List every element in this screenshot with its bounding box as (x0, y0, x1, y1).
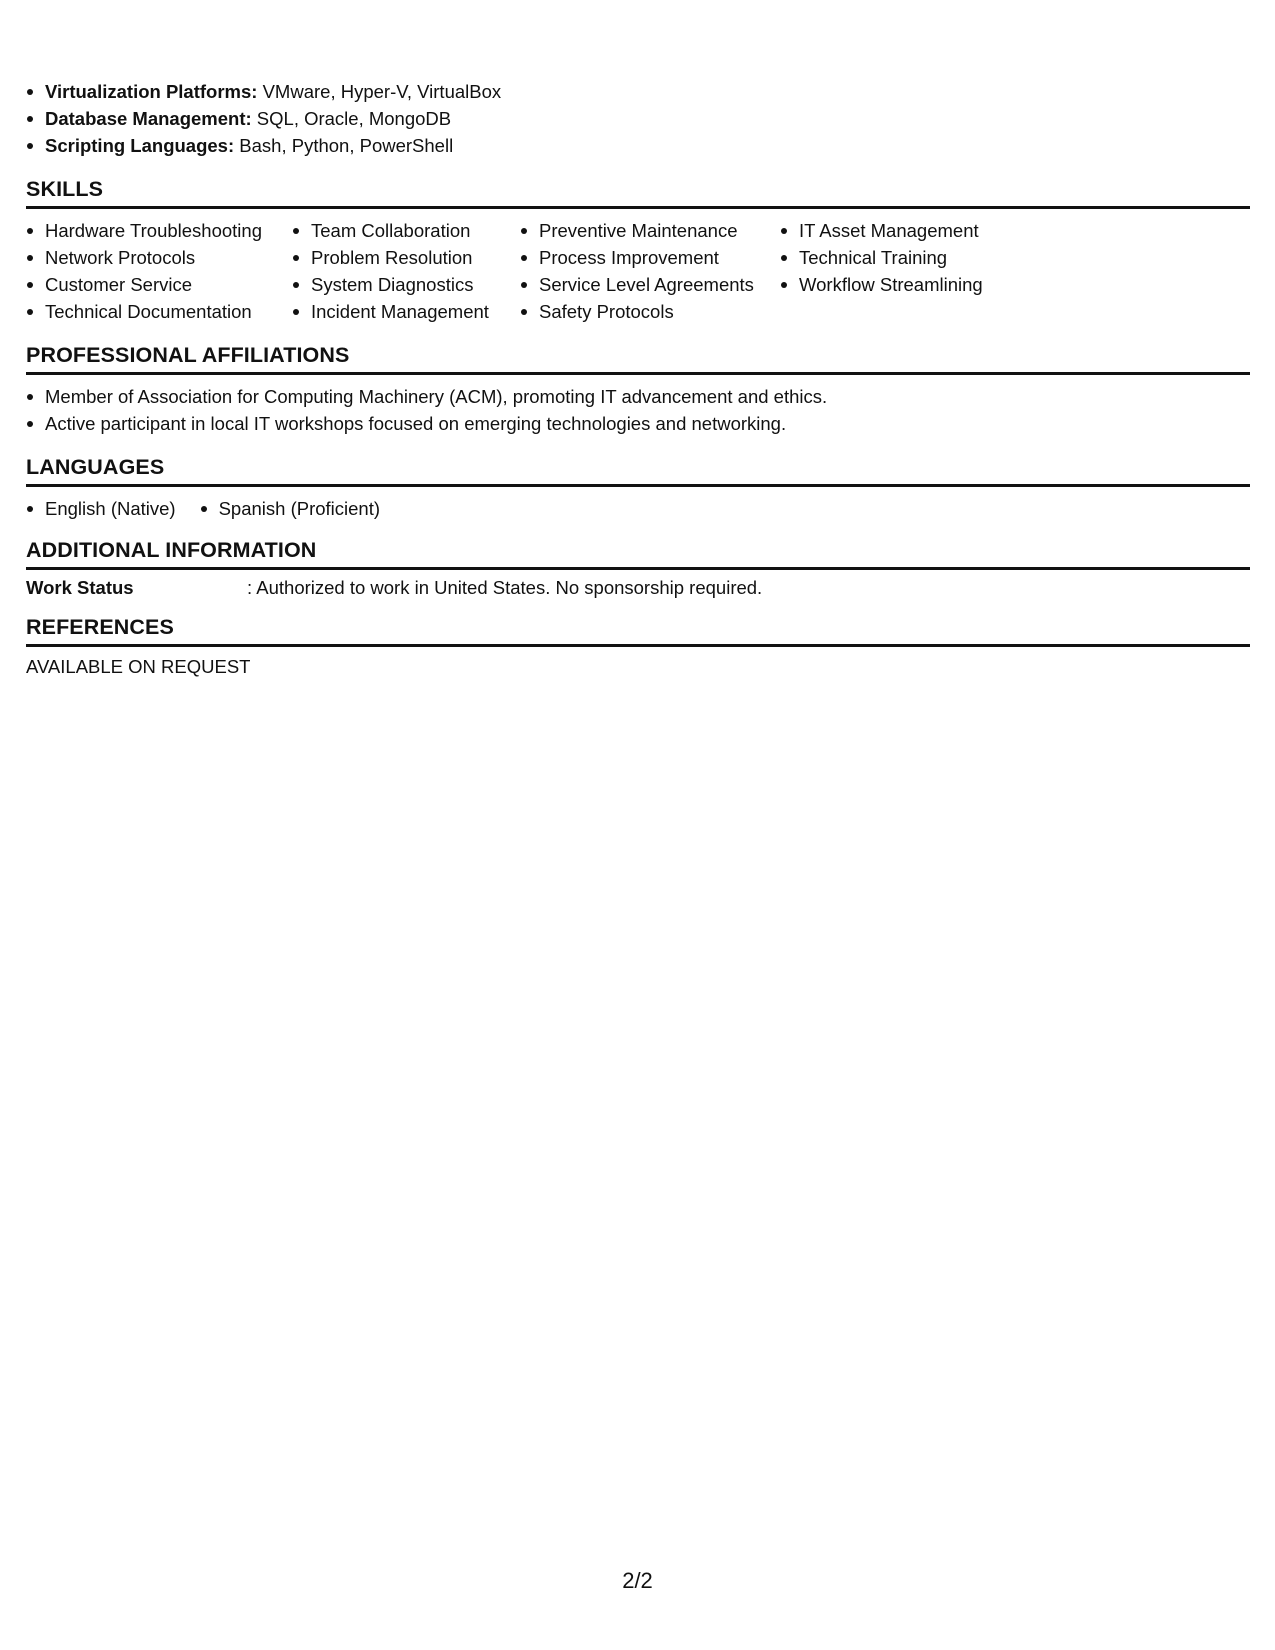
item-label: Database Management: (45, 108, 252, 129)
affiliations-heading: PROFESSIONAL AFFILIATIONS (26, 343, 350, 367)
technical-skills-list (26, 78, 1250, 159)
list-item (26, 78, 1250, 105)
skill-item: Safety Protocols (520, 298, 780, 325)
section-divider (26, 206, 1250, 209)
skill-item: Preventive Maintenance (520, 217, 780, 244)
skills-column (780, 217, 1040, 325)
affiliation-item: Active participant in local IT workshops focused on emerging technologies and networking. (26, 410, 1250, 437)
skills-column (26, 217, 292, 325)
resume-page (26, 78, 1250, 680)
item-value: VMware, Hyper-V, VirtualBox (257, 81, 502, 102)
skill-item: Team Collaboration (292, 217, 520, 244)
skills-grid (26, 217, 1250, 325)
section-divider (26, 484, 1250, 487)
references-text: AVAILABLE ON REQUEST (26, 656, 251, 677)
language-item: English (Native) (26, 495, 176, 522)
skill-item: Process Improvement (520, 244, 780, 271)
section-divider (26, 372, 1250, 375)
item-label: Virtualization Platforms: (45, 81, 258, 102)
affiliations-list (26, 383, 1250, 437)
skill-item: System Diagnostics (292, 271, 520, 298)
languages-heading: LANGUAGES (26, 455, 165, 479)
item-value: Bash, Python, PowerShell (234, 135, 454, 156)
references-heading: REFERENCES (26, 615, 174, 639)
skill-item: IT Asset Management (780, 217, 1040, 244)
languages-list (26, 495, 1250, 522)
language-item: Spanish (Proficient) (200, 495, 380, 522)
skills-column (520, 217, 780, 325)
skill-item: Service Level Agreements (520, 271, 780, 298)
item-label: Scripting Languages: (45, 135, 235, 156)
list-item (26, 105, 1250, 132)
skill-item: Workflow Streamlining (780, 271, 1040, 298)
list-item (26, 132, 1250, 159)
skill-item: Network Protocols (26, 244, 292, 271)
page-number: 2/2 (622, 1568, 653, 1593)
skill-item: Technical Training (780, 244, 1040, 271)
section-divider (26, 567, 1250, 570)
skills-column (292, 217, 520, 325)
skills-heading: SKILLS (26, 177, 104, 201)
skill-item: Technical Documentation (26, 298, 292, 325)
work-status-row (26, 574, 1250, 601)
skill-item: Problem Resolution (292, 244, 520, 271)
skill-item: Customer Service (26, 271, 292, 298)
work-status-label: Work Status (26, 577, 134, 598)
skill-item: Incident Management (292, 298, 520, 325)
section-divider (26, 644, 1250, 647)
item-value: SQL, Oracle, MongoDB (251, 108, 452, 129)
additional-info-heading: ADDITIONAL INFORMATION (26, 538, 317, 562)
skill-item: Hardware Troubleshooting (26, 217, 292, 244)
work-status-value: : Authorized to work in United States. No sponsorship required. (247, 577, 763, 598)
affiliation-item: Member of Association for Computing Machinery (ACM), promoting IT advancement and ethics. (26, 383, 1250, 410)
